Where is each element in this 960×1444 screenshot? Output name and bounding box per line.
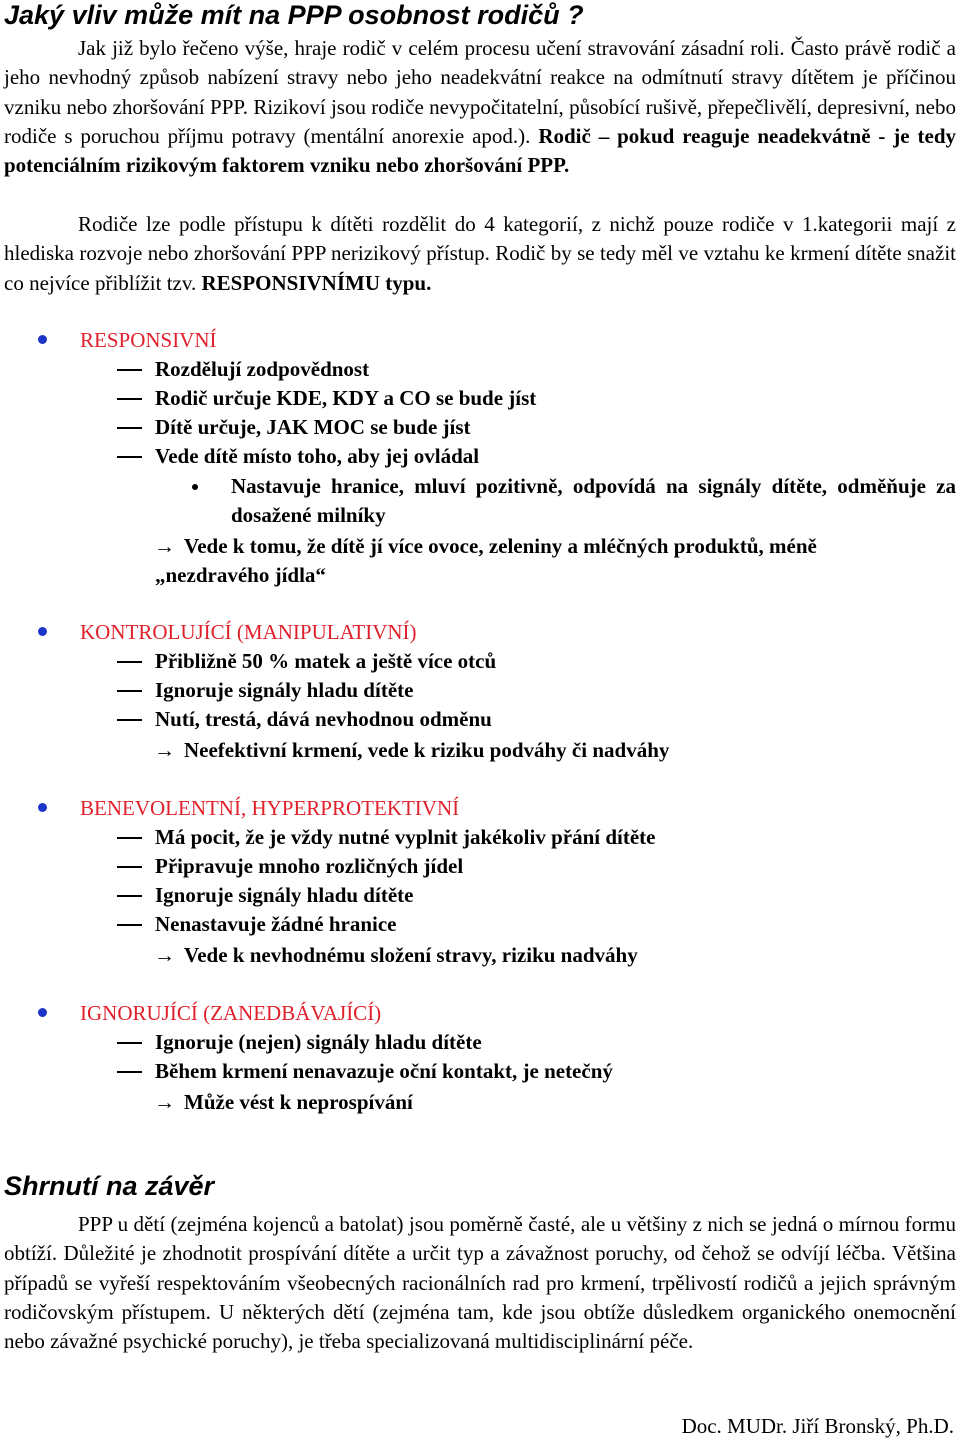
dash-icon [117,690,142,692]
list-item: Rozdělují zodpovědnost [155,357,370,381]
dash-icon [117,866,142,868]
list-item: Během krmení nenavazuje oční kontakt, je netečný [155,1059,613,1083]
bullet-icon [38,1008,47,1017]
list-item: Dítě určuje, JAK MOC se bude jíst [155,415,471,439]
dash-icon [117,427,142,429]
outcome-text: Neefektivní krmení, vede k riziku podváhy či nadváhy [184,738,670,762]
author-signature: Doc. MUDr. Jiří Bronský, Ph.D. [681,1414,954,1438]
arrow-icon: → [154,738,175,762]
outcome-text: Může vést k neprospívání [184,1090,413,1114]
category-title: RESPONSIVNÍ [80,328,217,352]
list-item: Nutí, trestá, dává nevhodnou odměnu [155,707,492,731]
outcome-line [154,532,817,560]
arrow-icon: → [154,1090,175,1114]
category-title: BENEVOLENTNÍ, HYPERPROTEKTIVNÍ [80,796,460,820]
intro-emphasis: Rodič – pokud reaguje neadekvátně - je tedy potenciálním rizikovým faktorem vzniku nebo zhoršování PPP. [4,123,956,178]
section-title: Jaký vliv může mít na PPP osobnost rodičů ? [4,0,584,30]
dash-icon [117,398,142,400]
dash-icon [117,837,142,839]
outcome-text-continued: „nezdravého jídla“ [155,563,326,587]
list-item: Ignoruje signály hladu dítěte [155,678,414,702]
list-item: Má pocit, že je vždy nutné vyplnit jakékoliv přání dítěte [155,825,656,849]
categories-intro-paragraph [4,210,956,298]
dash-icon [117,1071,142,1073]
list-item: Rodič určuje KDE, KDY a CO se bude jíst [155,386,537,410]
outcome-text: Vede k nevhodnému složení stravy, riziku nadváhy [184,943,638,967]
summary-text: PPP u dětí (zejména kojenců a batolat) jsou poměrně časté, ale u většiny z nich se jedná o mírnou formu obtíží. Důležité je zhodnotit prospívání dítěte a určit typ a závažnost poruchy, od čehož se odvíjí léčba. Většina případů se vyřeší respektováním všeobecných racionálních rad pro krmení, trpělivostí rodičů a jejich správným rodičovským přístupem. U některých dětí (zejména tam, kde jsou obtíže důsledkem organického onemocnění nebo závažné psychické poruchy), je třeba specializovaná multidisciplinární péče. [4,1212,956,1354]
categories-intro-text: Rodiče lze podle přístupu k dítěti rozdělit do 4 kategorií, z nichž pouze rodiče v 1.kategorii mají z hlediska rozvoje nebo zhoršování PPP nerizikový přístup. Rodič by se tedy měl ve vztahu ke krmení dítěte snažit co nejvíce přiblížit tzv. [4,212,956,295]
list-item: Ignoruje signály hladu dítěte [155,883,414,907]
summary-paragraph [4,1210,956,1356]
sub-bullet-icon [192,484,198,490]
outcome-text: Vede k tomu, že dítě jí více ovoce, zeleniny a mléčných produktů, méně [184,534,817,558]
sub-list-item: Nastavuje hranice, mluví pozitivně, odpovídá na signály dítěte, odměňuje za dosažené milníky [231,474,956,527]
summary-title: Shrnutí na závěr [4,1171,215,1201]
list-item: Ignoruje (nejen) signály hladu dítěte [155,1030,482,1054]
list-item: Nenastavuje žádné hranice [155,912,397,936]
dash-icon [117,661,142,663]
list-item: Připravuje mnoho rozličných jídel [155,854,464,878]
categories-intro-emphasis: RESPONSIVNÍMU typu. [201,270,432,295]
bullet-icon [38,803,47,812]
dash-icon [117,924,142,926]
dash-icon [117,895,142,897]
arrow-icon: → [154,943,175,967]
dash-icon [117,369,142,371]
intro-paragraph [4,34,956,180]
category-title: KONTROLUJÍCÍ (MANIPULATIVNÍ) [80,620,417,644]
dash-icon [117,719,142,721]
arrow-icon: → [154,534,175,558]
bullet-icon [38,335,47,344]
outcome-line [154,1088,413,1116]
bullet-icon [38,627,47,636]
outcome-line [154,736,669,764]
list-item: Přibližně 50 % matek a ještě více otců [155,649,497,673]
category-title: IGNORUJÍCÍ (ZANEDBÁVAJÍCÍ) [80,1001,382,1025]
outcome-line [154,941,638,969]
dash-icon [117,456,142,458]
dash-icon [117,1042,142,1044]
intro-text: Jak již bylo řečeno výše, hraje rodič v celém procesu učení stravování zásadní roli. Často právě rodič a jeho nevhodný způsob nabízení stravy nebo jeho neadekvátní reakce na odmítnutí stravy dítětem je příčinou vzniku nebo zhoršování PPP. Rizikoví jsou rodiče nevypočitatelní, působící rušivě, přepečlivělí, depresivní, nebo rodiče s poruchou příjmu potravy (mentální anorexie apod.). [4,36,956,148]
list-item: Vede dítě místo toho, aby jej ovládal [155,444,480,468]
